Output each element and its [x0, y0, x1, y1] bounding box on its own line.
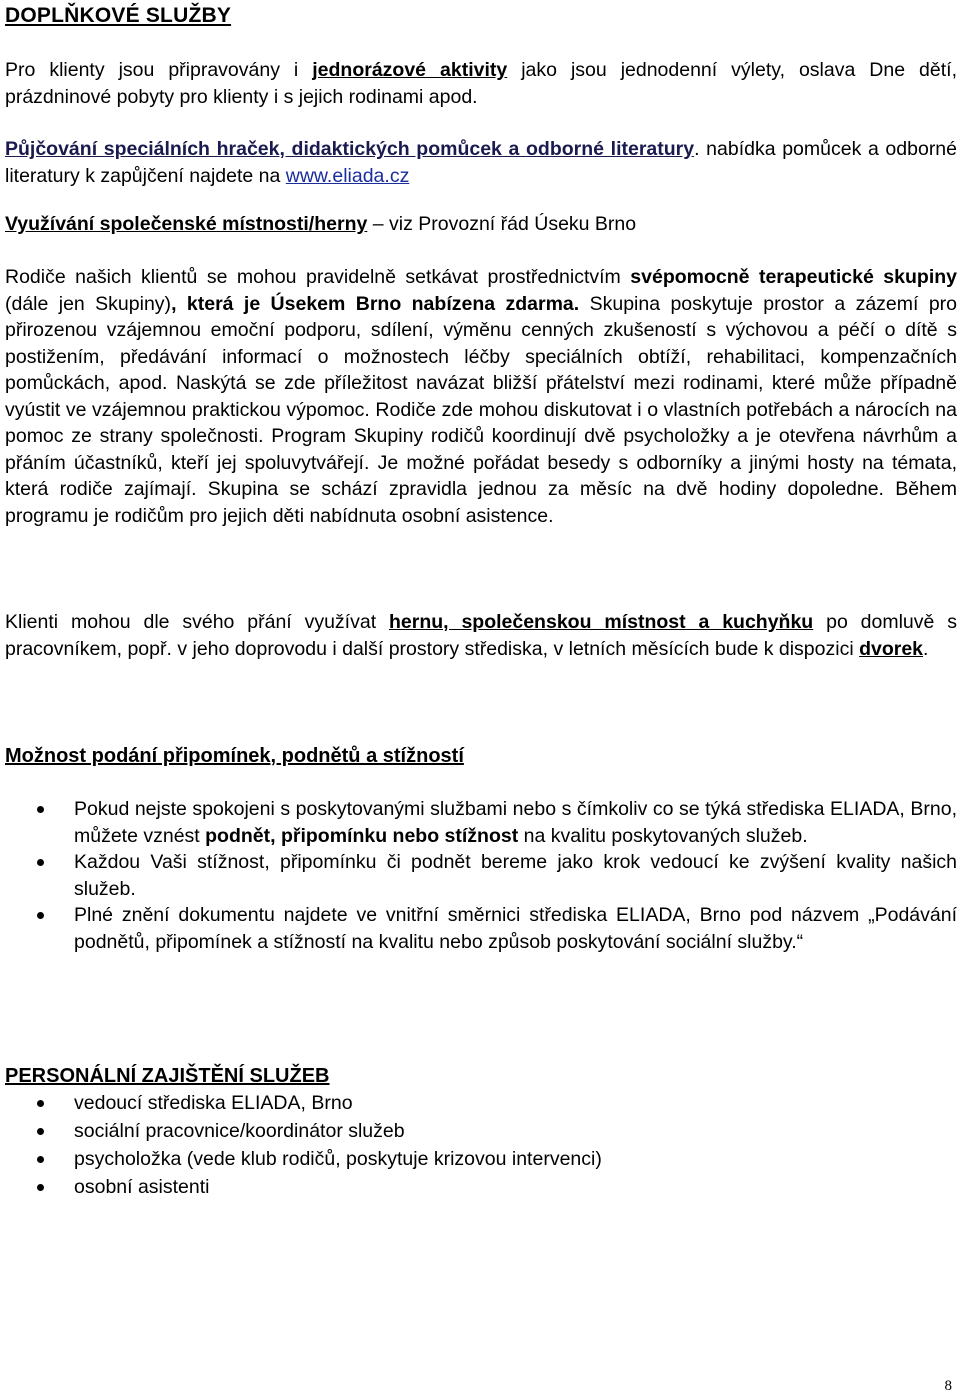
complaint-item-text-1: Každou Vaši stížnost, připomínku či podnět bereme jako krok vedoucí ke zvýšení kvality našich služeb. [74, 851, 957, 900]
lending-text: . nabídka pomůcek a odborné literatury k zapůjčení najdete na [5, 138, 957, 187]
complaint-item-bold: podnět, připomínku nebo stížnost [205, 824, 519, 847]
lending-heading: Půjčování speciálních hraček, didaktických pomůcek a odborné literatury [5, 138, 695, 160]
complaint-item-text-1: Pokud nejste spokojeni s poskytovanými službami nebo s čímkoliv co se týká střediska ELIADA, Brno, můžete vznést [74, 798, 957, 847]
staff-item-label: sociální pracovnice/koordinátor služeb [74, 1120, 405, 1142]
facilities-text-1: Klienti mohou dle svého přání využívat [5, 611, 389, 633]
trips-paragraph [5, 57, 957, 110]
trips-text-before: Pro klienty jsou připravovány i [5, 59, 313, 81]
complaints-heading-block [5, 743, 957, 769]
eliada-website-link[interactable]: www.eliada.cz [285, 164, 410, 187]
room-heading: Využívání společenské místnosti/herny [5, 213, 368, 235]
list-item [5, 849, 957, 902]
facilities-text-2: po domluvě s pracovníkem, popř. v jeho doprovodu i další prostory střediska, v letních měsících bude k dispozici [5, 611, 957, 660]
yard-label: dvorek [859, 637, 924, 660]
bullet-icon [37, 912, 44, 919]
list-item [5, 902, 957, 955]
group-bold-1: svépomocně terapeutické skupiny [630, 266, 957, 288]
list-item [5, 1145, 957, 1173]
complaints-heading: Možnost podání připomínek, podnětů a stížností [5, 745, 464, 767]
group-text-1: Rodiče našich klientů se mohou pravidelně setkávat prostřednictvím [5, 266, 631, 288]
trips-text-after: jako jsou jednodenní výlety, oslava Dne dětí, prázdninové pobyty pro klienty i s jejich rodinami apod. [5, 59, 957, 108]
list-item [5, 1117, 957, 1145]
section-title: DOPLŇKOVÉ SLUŽBY [5, 4, 232, 27]
bullet-icon [37, 1156, 44, 1163]
complaint-item-text-1: Plné znění dokumentu najdete ve vnitřní směrnici střediska ELIADA, Brno pod názvem „Podávání podnětů, připomínek a stížností na kvalitu nebo způsob poskytování sociální služby.“ [74, 904, 957, 953]
staff-item-label: vedoucí střediska ELIADA, Brno [74, 1092, 353, 1114]
staff-list [5, 1089, 957, 1201]
one-time-activities-link[interactable]: jednorázové aktivity [312, 59, 508, 81]
staff-item-label: osobní asistenti [74, 1176, 210, 1198]
bullet-icon [37, 1100, 44, 1107]
bullet-icon [37, 859, 44, 866]
group-paragraph [5, 264, 957, 529]
complaints-list-block [5, 796, 957, 955]
room-paragraph [5, 211, 957, 238]
bullet-icon [37, 806, 44, 813]
staff-heading: PERSONÁLNÍ ZAJIŠTĚNÍ SLUŽEB [5, 1065, 330, 1087]
list-item [5, 796, 957, 849]
bullet-icon [37, 1184, 44, 1191]
group-bold-2: , která je Úsekem Brno nabízena zdarma. [171, 292, 580, 315]
facilities-text-3: . [923, 637, 929, 660]
list-item [5, 1173, 957, 1201]
complaints-list [5, 796, 957, 955]
staff-item-label: psycholožka (vede klub rodičů, poskytuje krizovou intervenci) [74, 1148, 602, 1170]
section-title-block [5, 3, 957, 30]
staff-heading-block [5, 1063, 957, 1089]
facilities-paragraph [5, 609, 957, 662]
complaint-item-text-2: na kvalitu poskytovaných služeb. [518, 824, 808, 847]
group-text-3: Skupina poskytuje prostor a zázemí pro přirozenou vzájemnou emoční podporu, sdílení, výměnu cenných zkušeností s výchovou a péčí o dítě s postižením, předávání informací o možnostech léčby speciálních obtíží, rehabilitaci, kompenzačních pomůckách, apod. Naskýtá se zde příležitost navázat bližší přátelství mezi rodinami, které může případně vyústit ve vzájemnou praktickou výpomoc. Rodiče zde mohou diskutovat i o vlastních potřebách a nárocích na pomoc ze strany společnosti. Program Skupiny rodičů koordinují dvě psycholožky a je otevřena návrhům a přáním účastníků, kteří jej spoluvytvářejí. Je možné pořádat besedy s odborníky a jinými hosty na témata, která rodiče zajímají. Skupina se schází zpravidla jednou za měsíc na dvě hodiny dopoledne. Během programu je rodičům pro jejich děti nabídnuta osobní asistence. [5, 292, 957, 527]
group-text-2: (dále jen Skupiny) [5, 292, 172, 315]
lending-paragraph [5, 136, 957, 189]
facilities-bold-1: hernu, společenskou místnost a kuchyňku [388, 611, 814, 633]
staff-list-block [5, 1089, 957, 1201]
room-text: – viz Provozní řád Úseku Brno [367, 213, 637, 235]
page-number: 8 [944, 1378, 952, 1394]
list-item [5, 1089, 957, 1117]
bullet-icon [37, 1128, 44, 1135]
